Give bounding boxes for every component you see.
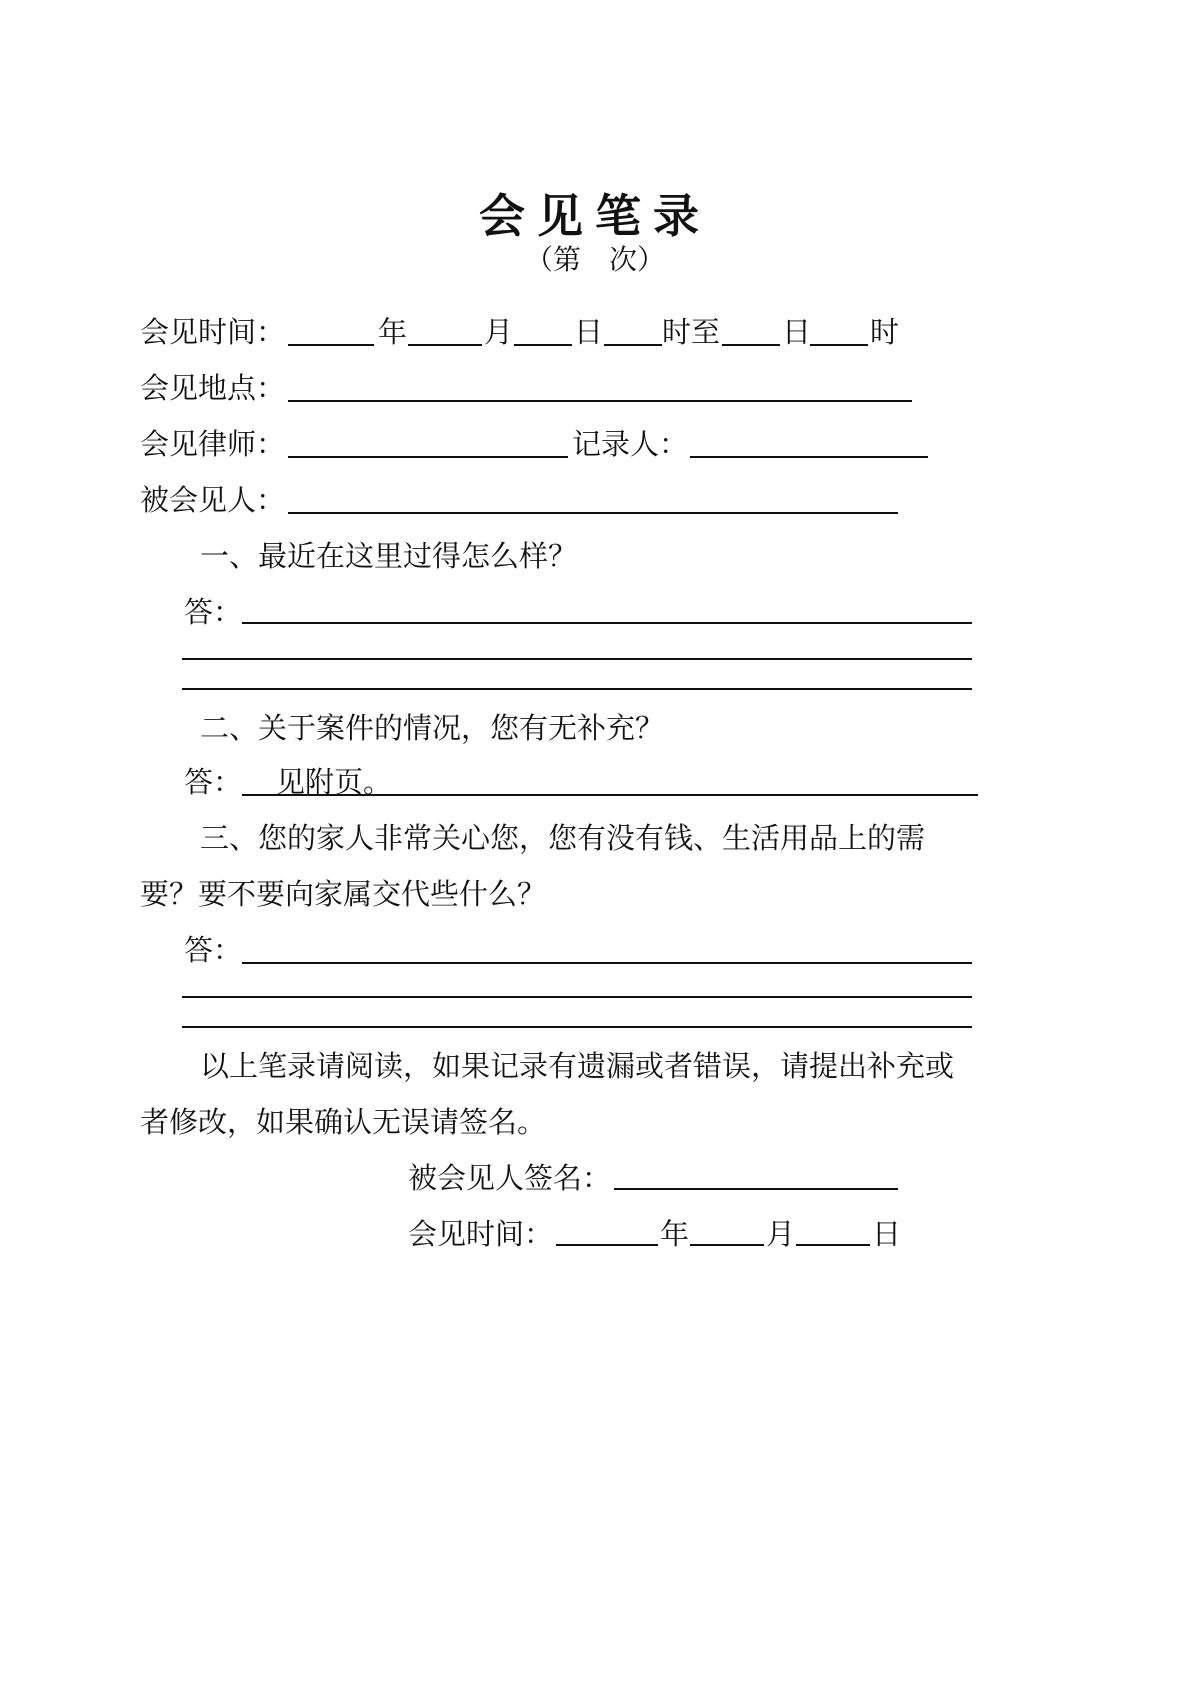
answer-1-line-2[interactable]: [182, 658, 972, 660]
meeting-time-label: 会见时间：: [140, 315, 286, 349]
sign-month-label: 月: [766, 1217, 796, 1251]
closing-line-1: 以上笔录请阅读，如果记录有遗漏或者错误，请提出补充或: [200, 1049, 955, 1083]
answer-3-line-3[interactable]: [182, 1026, 972, 1028]
month-label: 月: [484, 315, 514, 349]
session-number: （第 次）: [524, 243, 665, 276]
signature-field[interactable]: [614, 1188, 898, 1190]
lawyer-field[interactable]: [288, 456, 568, 458]
interviewee-field[interactable]: [288, 512, 898, 514]
end-day-blank[interactable]: [722, 344, 780, 346]
answer-3-line-2[interactable]: [182, 996, 972, 998]
hour-blank[interactable]: [604, 344, 662, 346]
year-label: 年: [378, 315, 408, 349]
interviewee-label: 被会见人：: [140, 483, 286, 517]
answer-3-line-1[interactable]: [242, 962, 972, 964]
meeting-place-field[interactable]: [288, 400, 912, 402]
end-day-label: 日: [782, 315, 812, 349]
sign-month-blank[interactable]: [690, 1244, 764, 1246]
sign-year-label: 年: [660, 1217, 690, 1251]
end-hour-label: 时: [870, 315, 900, 349]
end-hour-blank[interactable]: [810, 344, 868, 346]
recorder-field[interactable]: [690, 456, 928, 458]
meeting-place-label: 会见地点：: [140, 371, 286, 405]
sign-year-blank[interactable]: [556, 1244, 658, 1246]
lawyer-label: 会见律师：: [140, 427, 286, 461]
month-blank[interactable]: [408, 344, 482, 346]
answer-2-text: 见附页。: [276, 765, 393, 799]
closing-line-2: 者修改，如果确认无误请签名。: [140, 1105, 547, 1139]
question-2: 二、关于案件的情况，您有无补充？: [200, 711, 665, 745]
day-blank[interactable]: [514, 344, 572, 346]
answer-1-label: 答：: [184, 595, 243, 629]
question-1: 一、最近在这里过得怎么样？: [200, 539, 578, 573]
sign-day-blank[interactable]: [796, 1244, 870, 1246]
page-title: 会见笔录: [479, 189, 711, 243]
question-3-line-2: 要？要不要向家属交代些什么？: [140, 877, 547, 911]
answer-2-label: 答：: [184, 765, 243, 799]
year-blank[interactable]: [288, 344, 374, 346]
answer-1-line-3[interactable]: [182, 688, 972, 690]
recorder-label: 记录人：: [572, 427, 689, 461]
answer-3-label: 答：: [184, 933, 243, 967]
day-label: 日: [574, 315, 604, 349]
answer-1-line-1[interactable]: [242, 622, 972, 624]
sign-time-label: 会见时间：: [408, 1217, 554, 1251]
hour-to-label: 时至: [662, 315, 721, 349]
sign-day-label: 日: [872, 1217, 902, 1251]
question-3-line-1: 三、您的家人非常关心您，您有没有钱、生活用品上的需: [200, 821, 926, 855]
signature-label: 被会见人签名：: [408, 1161, 612, 1195]
